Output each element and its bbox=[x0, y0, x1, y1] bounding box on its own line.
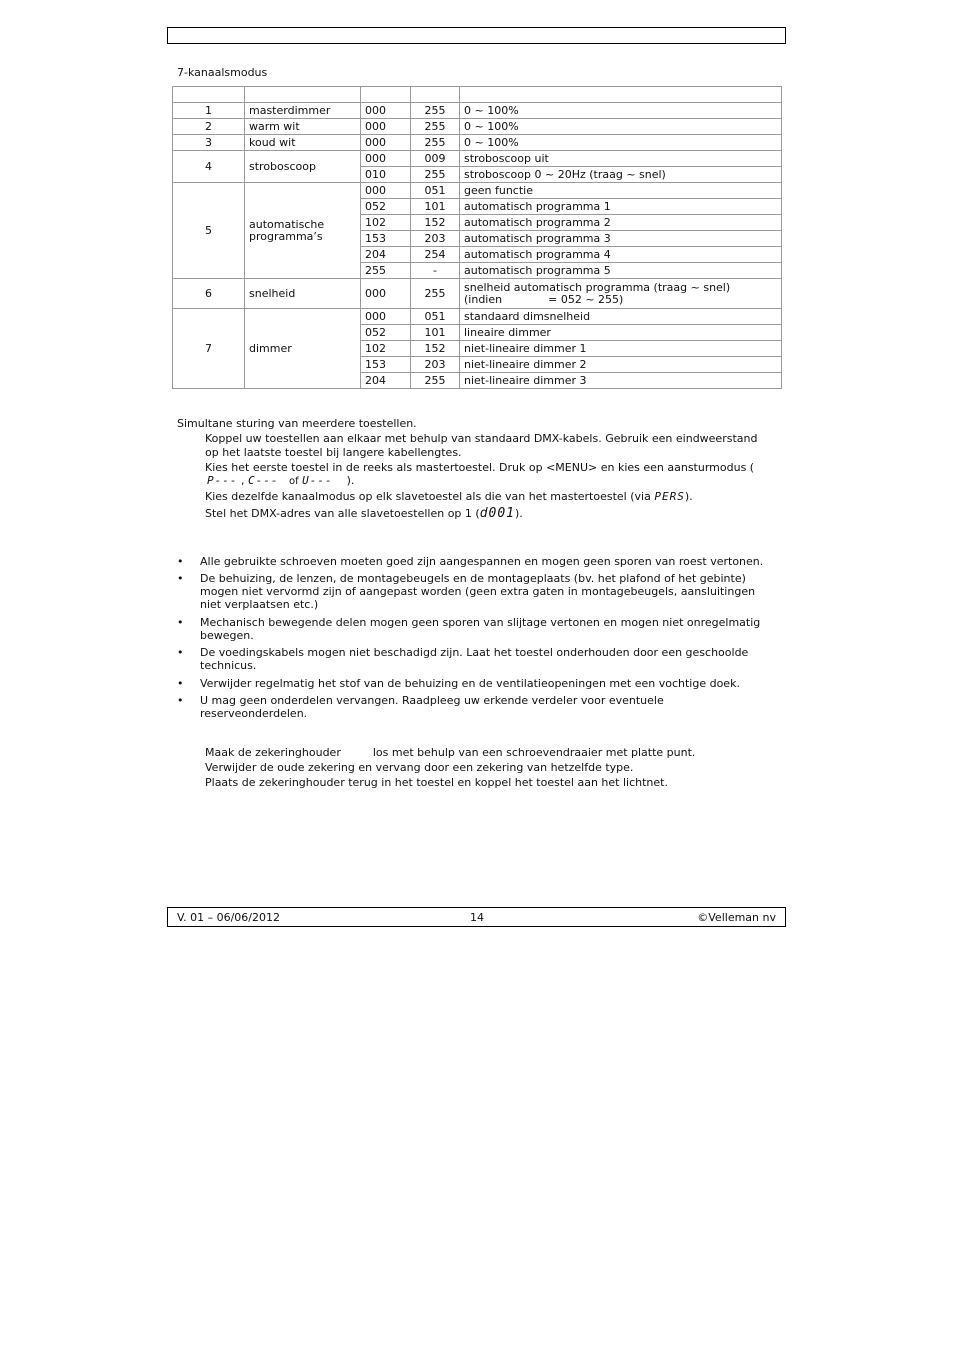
display-code: P--- bbox=[207, 474, 238, 487]
simultaneous-title: Simultane sturing van meerdere toestellen. bbox=[177, 417, 417, 430]
list-item: De voedingskabels mogen niet beschadigd zijn. Laat het toestel onderhouden door een geschoolde technicus. bbox=[200, 646, 749, 672]
display-code: C--- bbox=[248, 474, 279, 487]
table-row: 204 254 automatisch programma 4 bbox=[173, 247, 782, 263]
table-row: 2 warm wit 000 255 0 ~ 100% bbox=[173, 119, 782, 135]
bullet-dot: • bbox=[177, 616, 184, 629]
table-row: 4 stroboscoop 000 009 stroboscoop uit bbox=[173, 151, 782, 167]
bullet-dot: • bbox=[177, 572, 184, 585]
bullet-dot: • bbox=[177, 646, 184, 659]
footer-page-number: 14 bbox=[470, 911, 484, 924]
table-row: 1 masterdimmer 000 255 0 ~ 100% bbox=[173, 103, 782, 119]
table-row: 052 101 lineaire dimmer bbox=[173, 325, 782, 341]
display-code: PERS bbox=[654, 490, 685, 503]
section-title: 7-kanaalsmodus bbox=[177, 66, 268, 79]
footer-version: V. 01 – 06/06/2012 bbox=[177, 911, 280, 924]
table-row: 255 - automatisch programma 5 bbox=[173, 263, 782, 279]
table-row: 052 101 automatisch programma 1 bbox=[173, 199, 782, 215]
table-row: 010 255 stroboscoop 0 ~ 20Hz (traag ~ snel) bbox=[173, 167, 782, 183]
list-item: Verwijder regelmatig het stof van de behuizing en de ventilatieopeningen met een vochtige doek. bbox=[200, 677, 740, 690]
bullet-dot: • bbox=[177, 555, 184, 568]
step-text: Koppel uw toestellen aan elkaar met behulp van standaard DMX-kabels. Gebruik een eindweerstand bbox=[205, 432, 758, 445]
display-code: U--- bbox=[302, 474, 333, 487]
dmx-channel-table bbox=[172, 86, 782, 389]
table-header-row bbox=[173, 87, 782, 103]
step-text: P--- , C--- of U--- ). bbox=[207, 474, 355, 487]
table-row: 204 255 niet-lineaire dimmer 3 bbox=[173, 373, 782, 389]
list-item: De behuizing, de lenzen, de montagebeugels en de montageplaats (bv. het plafond of het gebinte) mogen niet vervormd zijn of aangepast worden (geen extra gaten in montagebeugels, aansluitingen niet verplaatsen etc.) bbox=[200, 572, 756, 611]
step-text: Verwijder de oude zekering en vervang door een zekering van hetzelfde type. bbox=[205, 761, 634, 774]
table-row: 3 koud wit 000 255 0 ~ 100% bbox=[173, 135, 782, 151]
list-item: Alle gebruikte schroeven moeten goed zijn aangespannen en mogen geen sporen van roest vertonen. bbox=[200, 555, 764, 568]
table-row: 102 152 automatisch programma 2 bbox=[173, 215, 782, 231]
footer-copyright: ©Velleman nv bbox=[697, 911, 776, 924]
table-row: 6 snelheid 000 255 snelheid automatisch programma (traag ~ snel) (indien = 052 ~ 255) bbox=[173, 279, 782, 309]
step-text: Maak de zekeringhouder los met behulp van een schroevendraaier met platte punt. bbox=[205, 746, 696, 759]
page-footer bbox=[167, 907, 786, 927]
table-row: 153 203 niet-lineaire dimmer 2 bbox=[173, 357, 782, 373]
page-header-box bbox=[167, 27, 786, 44]
bullet-dot: • bbox=[177, 677, 184, 690]
display-code: d001 bbox=[479, 506, 516, 521]
step-text: Stel het DMX-adres van alle slavetoestellen op 1 (d001). bbox=[205, 506, 523, 521]
list-item: U mag geen onderdelen vervangen. Raadpleeg uw erkende verdeler voor eventuele reserveonderdelen. bbox=[200, 694, 664, 720]
table-row: 153 203 automatisch programma 3 bbox=[173, 231, 782, 247]
step-text: Kies dezelfde kanaalmodus op elk slavetoestel als die van het mastertoestel (via PERS). bbox=[205, 490, 693, 503]
step-text: Plaats de zekeringhouder terug in het toestel en koppel het toestel aan het lichtnet. bbox=[205, 776, 668, 789]
table-row: 7 dimmer 000 051 standaard dimsnelheid bbox=[173, 309, 782, 325]
step-text: op het laatste toestel bij langere kabellengtes. bbox=[205, 446, 462, 459]
table-row: 5 automatische programma’s 000 051 geen functie bbox=[173, 183, 782, 199]
step-text: Kies het eerste toestel in de reeks als mastertoestel. Druk op <MENU> en kies een aansturmodus ( bbox=[205, 461, 755, 474]
list-item: Mechanisch bewegende delen mogen geen sporen van slijtage vertonen en mogen niet onregelmatig bewegen. bbox=[200, 616, 761, 642]
bullet-dot: • bbox=[177, 694, 184, 707]
table-row: 102 152 niet-lineaire dimmer 1 bbox=[173, 341, 782, 357]
